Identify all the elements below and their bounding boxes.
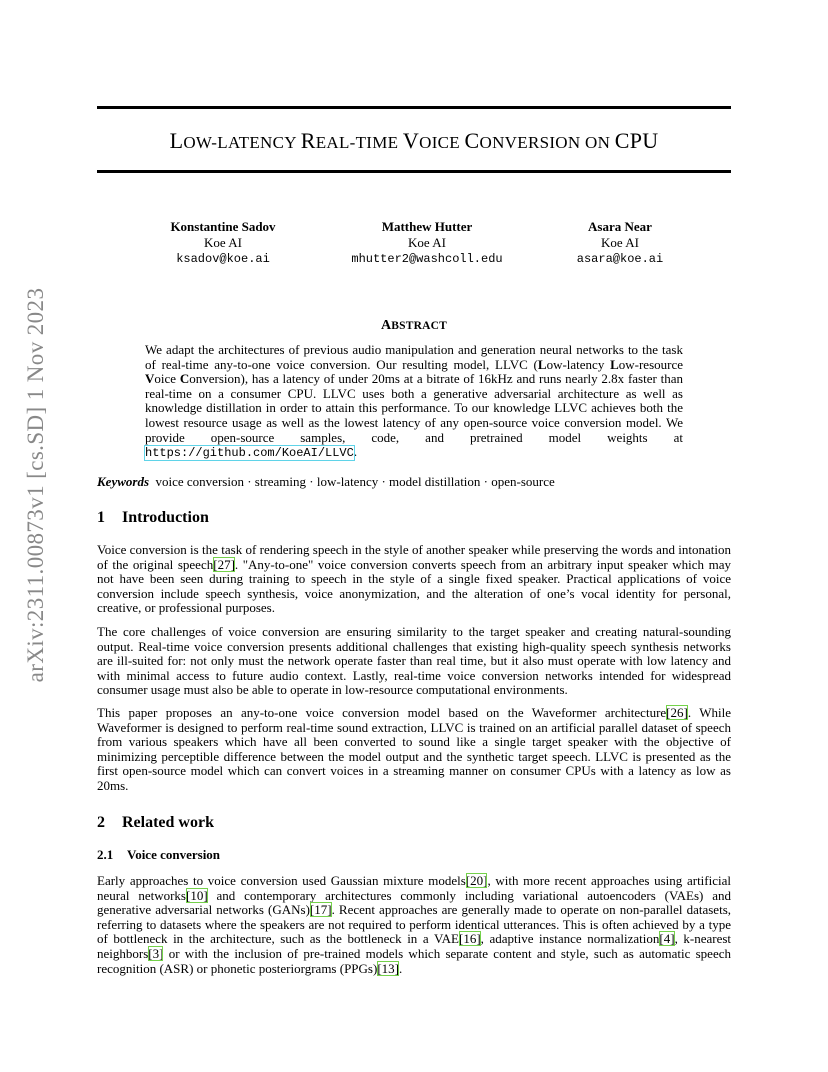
intro-paragraph-3: This paper proposes an any-to-one voice conversion model based on the Waveformer architecture[26]. While Waveformer is designed to perform real-time sound extraction, LLVC is trained on an artificial parallel dataset of speech from various speakers which have all been converted to sound like a single target speaker with the objective of minimizing perceptible difference between the model output and the synthetic target speech. LLVC is presented as the first open-source model which can convert voices in a streaming manner on consumer CPUs with a latency as low as 20ms.	[97, 705, 731, 793]
citation-link[interactable]: [26]	[666, 705, 688, 720]
author-email[interactable]: ksadov@koe.ai	[176, 252, 270, 266]
author-name: Matthew Hutter	[381, 219, 473, 234]
subsection-heading-voice-conversion: 2.1 Voice conversion	[97, 847, 221, 862]
title-rule-bottom	[97, 170, 731, 173]
citation-link[interactable]: [16]	[459, 931, 481, 947]
title-rule-top	[97, 106, 731, 109]
author-block	[505, 219, 735, 267]
abstract-heading: ABSTRACT	[380, 318, 448, 333]
author-name: Konstantine Sadov	[170, 219, 276, 234]
related-work-paragraph: Early approaches to voice conversion used Gaussian mixture models[20], with more recent approaches using artificial neural networks[10] and contemporary architectures commonly including variational autoencoders (VAEs) and generative adversarial networks (GANs)[17]. Recent approaches are generally made to operate on non-parallel datasets, referring to datasets where the speakers are not required to perform identical utterances. This is often achieved by a type of bottleneck in the architecture, such as the bottleneck in a VAE[16], adaptive instance normalization[4], k-nearest neighbors[3] or with the inclusion of pre-trained models which separate content and style, such as automatic speech recognition (ASR) or phonetic posteriorgrams (PPGs)[13].	[97, 873, 732, 976]
citation-link[interactable]: [13]	[377, 960, 399, 976]
intro-paragraph-2: The core challenges of voice conversion are ensuring similarity to the target speaker and creating natural-sounding output. Real-time voice conversion presents additional challenges that existing high-quality speech synthesis networks are ill-suited for: not only must the network operate faster than real time, but it also must operate with low latency and with minimal access to future audio context. Lastly, real-time voice conversion networks intended for widespread consumer usage must also be able to operate in low-resource computational environments.	[97, 624, 731, 698]
author-affiliation: Koe AI	[601, 235, 639, 250]
section-heading-related-work: 2 Related work	[97, 814, 214, 831]
citation-link[interactable]: [17]	[309, 902, 332, 918]
keywords-label: Keywords	[97, 474, 149, 489]
author-affiliation: Koe AI	[408, 235, 446, 250]
author-block	[108, 219, 338, 267]
citation-link[interactable]: [4]	[659, 931, 675, 947]
author-affiliation: Koe AI	[204, 235, 242, 250]
citation-link[interactable]: [3]	[148, 945, 164, 961]
intro-paragraph-1: Voice conversion is the task of rendering speech in the style of another speaker while preserving the words and intonation of the original speech[27]. "Any-to-one" voice conversion converts speech from an arbitrary input speaker which may not have been seen during training to speech in the style of a single fixed speaker. Practical applications of voice conversion include speech synthesis, voice anonymization, and the alteration of one’s vocal identity for personal, creative, or professional purposes.	[97, 542, 732, 616]
citation-link[interactable]: [27]	[213, 556, 235, 572]
citation-link[interactable]: [20]	[465, 873, 488, 888]
author-name: Asara Near	[588, 219, 652, 234]
paper-title: LOW-LATENCY REAL-TIME VOICE CONVERSION ON CPU	[169, 128, 659, 153]
author-email[interactable]: mhutter2@washcoll.edu	[351, 252, 503, 266]
github-link[interactable]: https://github.com/KoeAI/LLVC	[145, 446, 354, 461]
arxiv-identifier: arXiv:2311.00873v1 [cs.SD] 1 Nov 2023	[23, 287, 48, 683]
abstract-text: We adapt the architectures of previous audio manipulation and generation neural networks to the task of real-time any-to-one voice conversion. Our resulting model, LLVC (Low-latency Low-resource Voice Conversion), has a latency of under 20ms at a bitrate of 16kHz and runs nearly 2.8x faster than real-time on a consumer CPU. LLVC uses both a generative adversarial architecture as well as knowledge distillation in order to attain this performance. To our knowledge LLVC achieves both the lowest resource usage as well as the lowest latency of any open-source voice conversion model. We provide open-source samples, code, and pretrained model weights at https://github.com/KoeAI/LLVC.	[145, 342, 683, 461]
arxiv-sidebar-stamp	[22, 287, 50, 683]
author-email[interactable]: asara@koe.ai	[576, 252, 664, 266]
section-heading-introduction: 1 Introduction	[97, 509, 209, 526]
citation-link[interactable]: [10]	[185, 887, 208, 903]
keywords-line	[97, 474, 731, 490]
keywords-list: voice conversion · streaming · low-latency · model distillation · open-source	[155, 474, 555, 489]
